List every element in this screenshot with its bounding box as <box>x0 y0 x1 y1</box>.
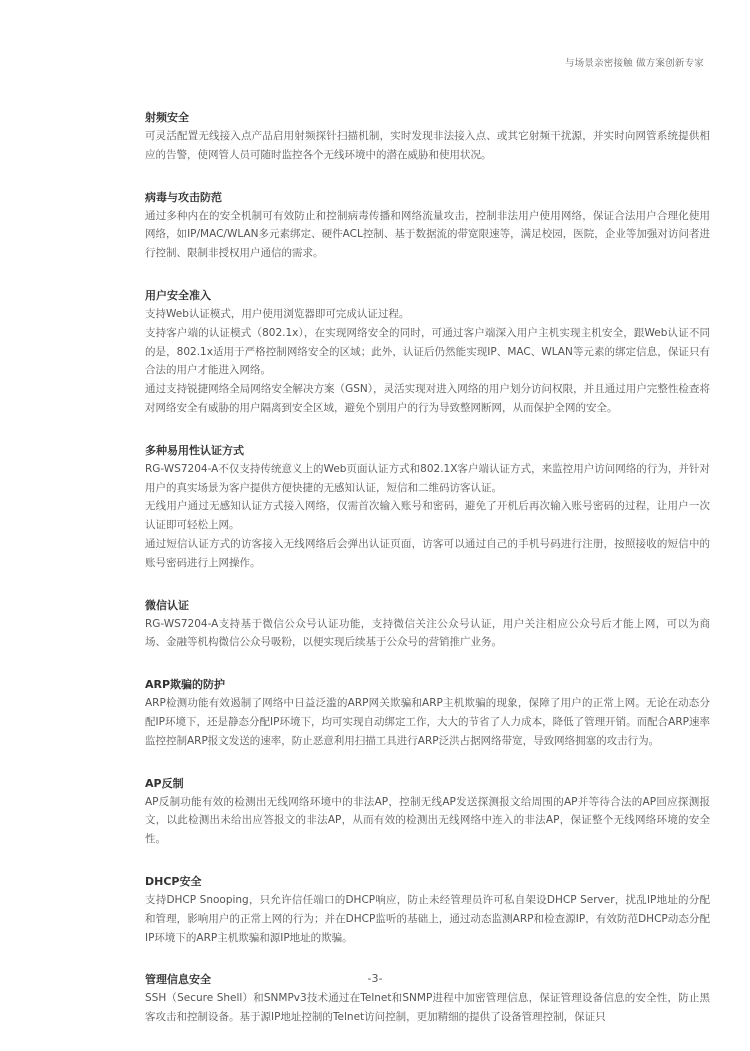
section-title: 微信认证 <box>145 598 189 612</box>
section-title: ARP欺骗的防护 <box>145 678 226 692</box>
section-user-access <box>145 287 710 418</box>
section-title: 管理信息安全 <box>145 973 211 987</box>
paragraph: RG-WS7204-A支持基于微信公众号认证功能，支持微信关注公众号认证，用户关注相应公众号后才能上网，可以为商场、金融等机构微信公众号吸粉，以便实现后续基于公众号的营销推广业务。 <box>145 617 710 649</box>
section-virus-attack-prevention <box>145 189 710 263</box>
paragraph: 可灵活配置无线接入点产品启用射频探针扫描机制，实时发现非法接入点、或其它射频干扰源，并实时向网管系统提供相应的告警，使网管人员可随时监控各个无线环境中的潜在威胁和使用状况。 <box>145 130 710 161</box>
section-ap-countermeasure <box>145 775 710 849</box>
paragraph: 通过短信认证方式的访客接入无线网络后会弹出认证页面，访客可以通过自己的手机号码进行注册，按照接收的短信中的账号密码进行上网操作。 <box>145 537 710 569</box>
page-number: -3- <box>367 972 383 985</box>
paragraph: SSH（Secure Shell）和SNMPv3技术通过在Telnet和SNMP进程中加密管理信息，保证管理设备信息的安全性，防止黑客攻击和控制设备。基于源IP地址控制的Telnet访问控制，更加精细的提供了设备管理控制，保证只 <box>145 992 710 1024</box>
section-rf-security <box>145 109 710 165</box>
section-title: AP反制 <box>145 776 184 790</box>
paragraph: 支持Web认证模式，用户使用浏览器即可完成认证过程。 <box>145 307 410 320</box>
section-title: DHCP安全 <box>145 874 202 888</box>
section-auth-methods <box>145 442 710 573</box>
paragraph: 支持DHCP Snooping，只允许信任端口的DHCP响应，防止未经管理员许可私自架设DHCP Server，扰乱IP地址的分配和管理，影响用户的正常上网的行为；并在DHCP监听的基础上，通过动态监测ARP和检查源IP，有效防范DHCP动态分配IP环境下的ARP主机欺骗和源IP地址的欺骗。 <box>145 893 710 944</box>
paragraph: 无线用户通过无感知认证方式接入网络，仅需首次输入账号和密码，避免了开机后再次输入账号密码的过程，让用户一次认证即可轻松上网。 <box>145 500 710 532</box>
paragraph: 通过多种内在的安全机制可有效防止和控制病毒传播和网络流量攻击，控制非法用户使用网络，保证合法用户合理化使用网络，如IP/MAC/WLAN多元素绑定、硬件ACL控制、基于数据流的带宽限速等，满足校园，医院，企业等加强对访问者进行控制、限制非授权用户通信的需求。 <box>145 209 710 260</box>
section-title: 射频安全 <box>145 111 189 124</box>
section-arp-protection <box>145 676 710 750</box>
section-wechat-auth <box>145 597 710 653</box>
section-title: 多种易用性认证方式 <box>145 443 244 457</box>
header-slogan: 与场景亲密接触 做方案创新专家 <box>564 58 704 69</box>
paragraph: 通过支持锐捷网络全局网络安全解决方案（GSN），灵活实现对进入网络的用户划分访问权限，并且通过用户完整性检查将对网络安全有威胁的用户隔离到安全区域，避免个别用户的行为导致整网断网，从而保护全网的安全。 <box>145 383 710 414</box>
paragraph: 支持客户端的认证模式（802.1x），在实现网络安全的同时，可通过客户端深入用户主机实现主机安全，跟Web认证不同的是，802.1x适用于严格控制网络安全的区域；此外，认证后仍然能实现IP、MAC、WLAN等元素的绑定信息，保证只有合法的用户才能进入网络。 <box>145 326 710 377</box>
paragraph: ARP检测功能有效遏制了网络中日益泛滥的ARP网关欺骗和ARP主机欺骗的现象，保障了用户的正常上网。无论在动态分配IP环境下，还是静态分配IP环境下，均可实现自动绑定工作，大大的节省了人力成本，降低了管理开销。而配合ARP速率监控控制ARP报文发送的速率，防止恶意利用扫描工具进行ARP泛洪占据网络带宽，导致网络拥塞的攻击行为。 <box>145 697 710 747</box>
paragraph: RG-WS7204-A不仅支持传统意义上的Web页面认证方式和802.1X客户端认证方式，来监控用户访问网络的行为，并针对用户的真实场景为客户提供方便快捷的无感知认证，短信和二维码访客认证。 <box>145 462 710 494</box>
document-body <box>145 109 710 1051</box>
section-title: 用户安全准入 <box>145 288 211 302</box>
section-dhcp-security <box>145 873 710 947</box>
paragraph: AP反制功能有效的检测出无线网络环境中的非法AP，控制无线AP发送探测报文给周围的AP并等待合法的AP回应探测报文，以此检测出未给出应答报文的非法AP，从而有效的检测出无线网络中连入的非法AP，保证整个无线网络环境的安全性。 <box>145 795 710 846</box>
section-title: 病毒与攻击防范 <box>145 190 222 204</box>
